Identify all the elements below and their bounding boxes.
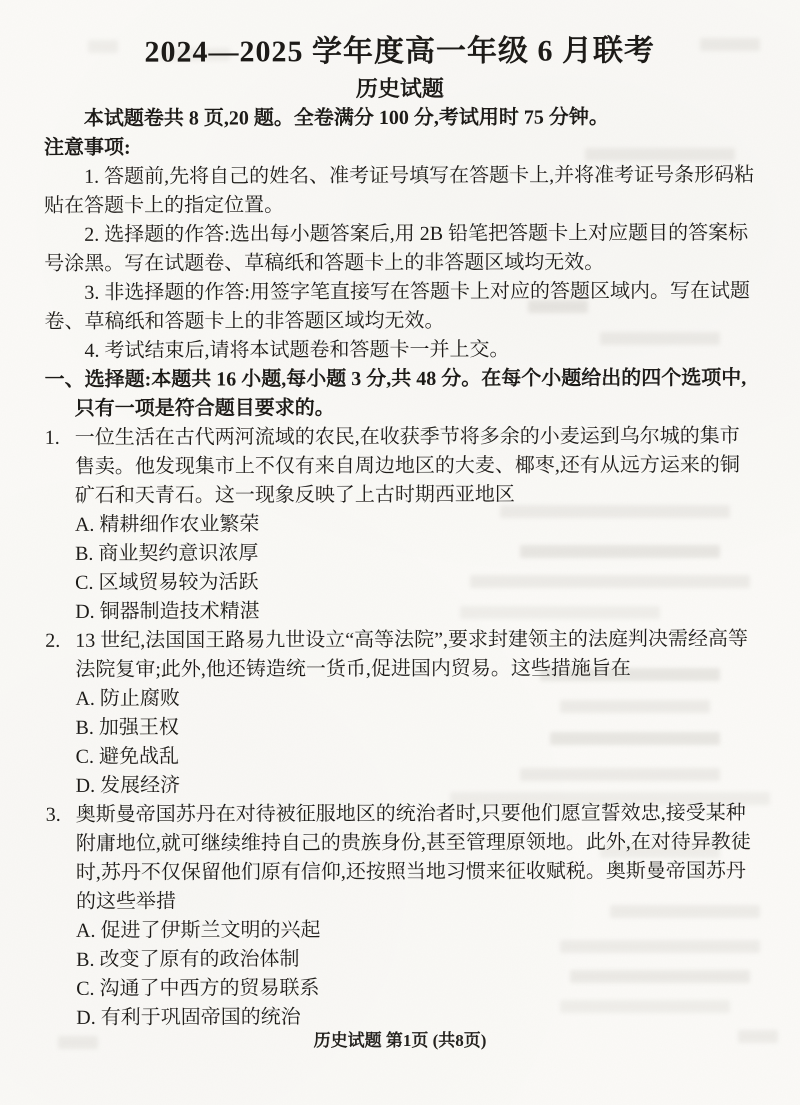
question-2-option-d: D. 发展经济 xyxy=(75,774,181,797)
question-stem xyxy=(45,422,757,511)
question-stem xyxy=(45,625,757,685)
question-number: 2. xyxy=(45,629,61,652)
question-3-option-b: B. 改变了原有的政治体制 xyxy=(76,948,300,971)
notice-item-3: 3. 非选择题的作答:用签字笔直接写在答题卡上对应的答题区域内。写在试题卷、草稿纸和答题卡上的非答题区域均无效。 xyxy=(44,280,750,333)
notice-item-4: 4. 考试结束后,请将本试题卷和答题卡一并上交。 xyxy=(84,338,510,362)
question-1-option-b: B. 商业契约意识浓厚 xyxy=(75,542,259,565)
question-1-option-c: C. 区域贸易较为活跃 xyxy=(75,571,259,594)
question-3 xyxy=(46,799,759,1033)
section-one-heading: 一、选择题:本题共 16 小题,每小题 3 分,共 48 分。在每个小题给出的四个选项中,只有一项是符合题目要求的。 xyxy=(44,367,747,420)
question-number: 1. xyxy=(44,426,60,449)
question-number: 3. xyxy=(45,803,61,826)
question-3-option-a: A. 促进了伊斯兰文明的兴起 xyxy=(76,919,321,942)
question-stem-text: 13 世纪,法国国王路易九世设立“高等法院”,要求封建领主的法庭判决需经高等法院复审;此外,他还铸造统一货币,促进国内贸易。这些措施旨在 xyxy=(75,628,749,681)
question-1-option-a: A. 精耕细作农业繁荣 xyxy=(74,513,260,536)
question-2-option-a: A. 防止腐败 xyxy=(75,687,180,710)
question-2 xyxy=(45,625,757,801)
notice-heading: 注意事项: xyxy=(43,136,131,159)
question-stem xyxy=(46,799,758,917)
question-2-option-b: B. 加强王权 xyxy=(75,716,179,739)
exam-info-line: 本试题卷共 8 页,20 题。全卷满分 100 分,考试用时 75 分钟。 xyxy=(83,106,609,130)
question-stem-text: 一位生活在古代两河流域的农民,在收获季节将多余的小麦运到乌尔城的集市售卖。他发现集市上不仅有来自周边地区的大麦、椰枣,还有从远方运来的铜矿石和天青石。这一现象反映了上古时期西亚地区 xyxy=(74,425,740,507)
exam-title: 2024—2025 学年度高一年级 6 月联考 xyxy=(144,34,656,69)
question-stem-text: 奥斯曼帝国苏丹在对待被征服地区的统治者时,只要他们愿宣誓效忠,接受某种附庸地位,就可继续维持自己的贵族身份,甚至管理原领地。此外,在对待异教徒时,苏丹不仅保留他们原有信仰,还按照当地习惯来征收赋税。奥斯曼帝国苏丹的这些举措 xyxy=(75,802,751,913)
question-3-option-c: C. 沟通了中西方的贸易联系 xyxy=(76,977,320,1000)
notice-item-2: 2. 选择题的作答:选出每小题答案后,用 2B 铅笔把答题卡上对应题目的答案标号涂黑。写在试题卷、草稿纸和答题卡上的非答题区域均无效。 xyxy=(44,222,749,275)
question-1 xyxy=(45,422,758,627)
question-3-option-d: D. 有利于巩固帝国的统治 xyxy=(76,1006,301,1029)
question-1-option-d: D. 铜器制造技术精湛 xyxy=(75,600,260,623)
notice-item-1: 1. 答题前,先将自己的姓名、准考证号填写在答题卡上,并将准考证号条形码粘贴在答题卡上的指定位置。 xyxy=(44,164,755,217)
exam-subject-title: 历史试题 xyxy=(355,75,444,102)
question-2-option-c: C. 避免战乱 xyxy=(75,745,179,768)
exam-paper-content xyxy=(44,33,759,1033)
page-footer: 历史试题 第1页 (共8页) xyxy=(313,1031,487,1050)
